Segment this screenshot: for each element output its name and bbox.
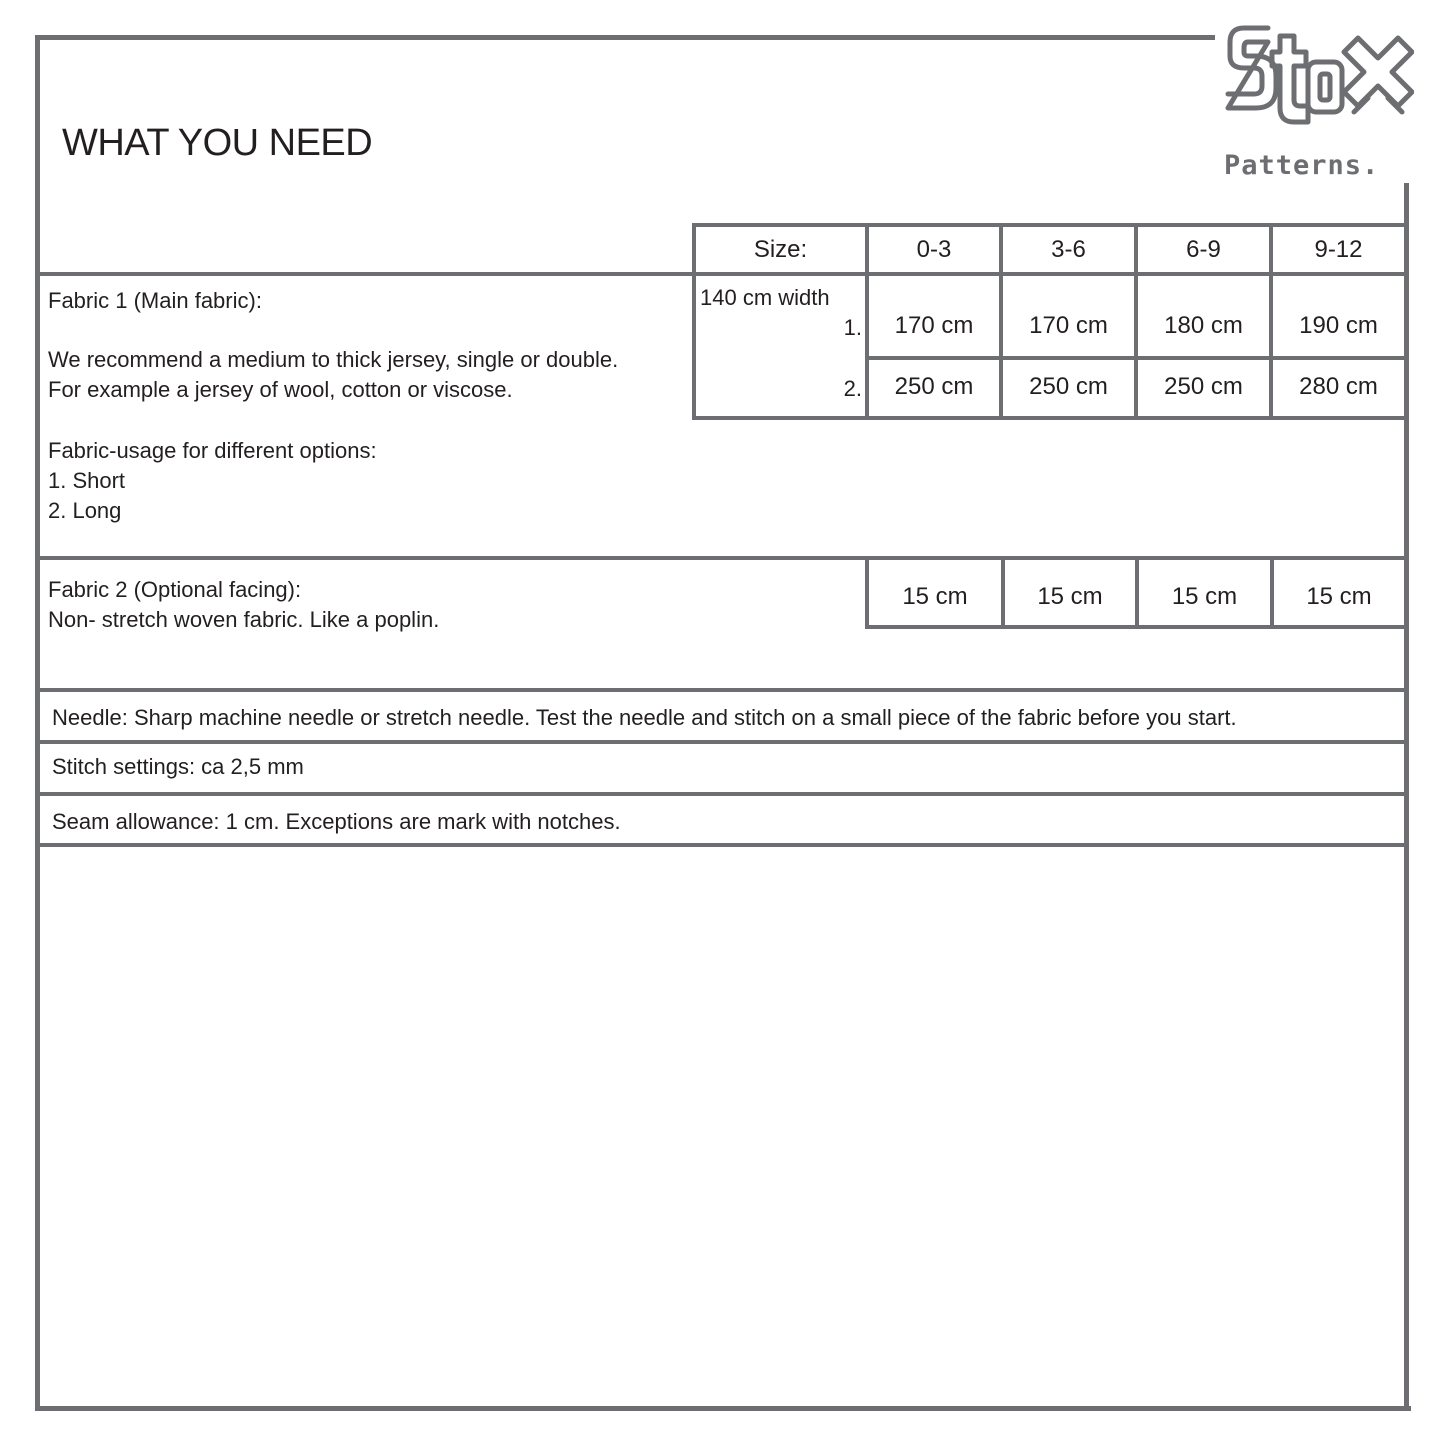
page-title: WHAT YOU NEED: [62, 122, 373, 164]
size-table-bottom-line: [692, 416, 1409, 420]
fabric1-usage-heading: Fabric-usage for different options:: [48, 438, 377, 463]
frame-bottom-border: [35, 1406, 1411, 1411]
fabric2-section-top-line: [40, 556, 1409, 560]
option-1-size-6-9: 180 cm: [1164, 312, 1243, 339]
fabric-width-label: 140 cm width: [700, 285, 830, 310]
needle-note: Needle: Sharp machine needle or stretch needle. Test the needle and stitch on a small piece of the fabric before you start.: [52, 705, 1237, 730]
needle-row-top-line: [40, 688, 1409, 692]
fabric2-description: Non- stretch woven fabric. Like a poplin.: [48, 607, 440, 632]
fabric1-option-long: 2. Long: [48, 498, 122, 523]
seam-row-bottom-line: [40, 843, 1409, 847]
option-1-label: 1.: [843, 315, 862, 340]
option-2-label: 2.: [843, 376, 862, 401]
size-header-6-9: 6-9: [1186, 236, 1221, 263]
frame-left-border: [35, 35, 40, 1411]
brand-tagline: Patterns.: [1224, 150, 1380, 181]
option-2-size-6-9: 250 cm: [1164, 373, 1243, 400]
option-1-size-0-3: 170 cm: [894, 312, 974, 339]
fabric2-size-9-12: 15 cm: [1306, 583, 1372, 610]
size-header-9-12: 9-12: [1314, 236, 1363, 263]
fabric2-size-0-3: 15 cm: [902, 583, 968, 610]
fabric1-section-top-line: [40, 272, 1409, 276]
option-1-size-9-12: 190 cm: [1299, 312, 1378, 339]
stox-logo-icon: [1222, 22, 1414, 150]
fabric1-option-short: 1. Short: [48, 468, 126, 493]
option-1-size-3-6: 170 cm: [1029, 312, 1108, 339]
size-table-top-line: [692, 223, 1409, 227]
fabric1-recommend-line2: For example a jersey of wool, cotton or viscose.: [48, 377, 513, 402]
size-header-3-6: 3-6: [1051, 236, 1086, 263]
option-2-size-3-6: 250 cm: [1029, 373, 1108, 400]
option-2-size-0-3: 250 cm: [894, 373, 974, 400]
size-label: Size:: [753, 236, 808, 263]
frame-top-border: [35, 35, 1215, 40]
brand-logo: [1222, 22, 1414, 150]
fabric2-heading: Fabric 2 (Optional facing):: [48, 577, 302, 602]
fabric2-size-3-6: 15 cm: [1037, 583, 1103, 610]
seam-allowance-note: Seam allowance: 1 cm. Exceptions are mark with notches.: [52, 809, 621, 834]
fabric2-size-6-9: 15 cm: [1171, 583, 1238, 610]
frame-right-border: [1404, 183, 1409, 1411]
stitch-row-top-line: [40, 740, 1409, 744]
fabric1-heading: Fabric 1 (Main fabric):: [48, 288, 262, 313]
option-2-size-9-12: 280 cm: [1299, 373, 1378, 400]
size-header-0-3: 0-3: [916, 236, 952, 263]
seam-row-top-line: [40, 792, 1409, 796]
stitch-note: Stitch settings: ca 2,5 mm: [52, 754, 304, 779]
fabric1-recommend-line1: We recommend a medium to thick jersey, single or double.: [48, 347, 619, 372]
